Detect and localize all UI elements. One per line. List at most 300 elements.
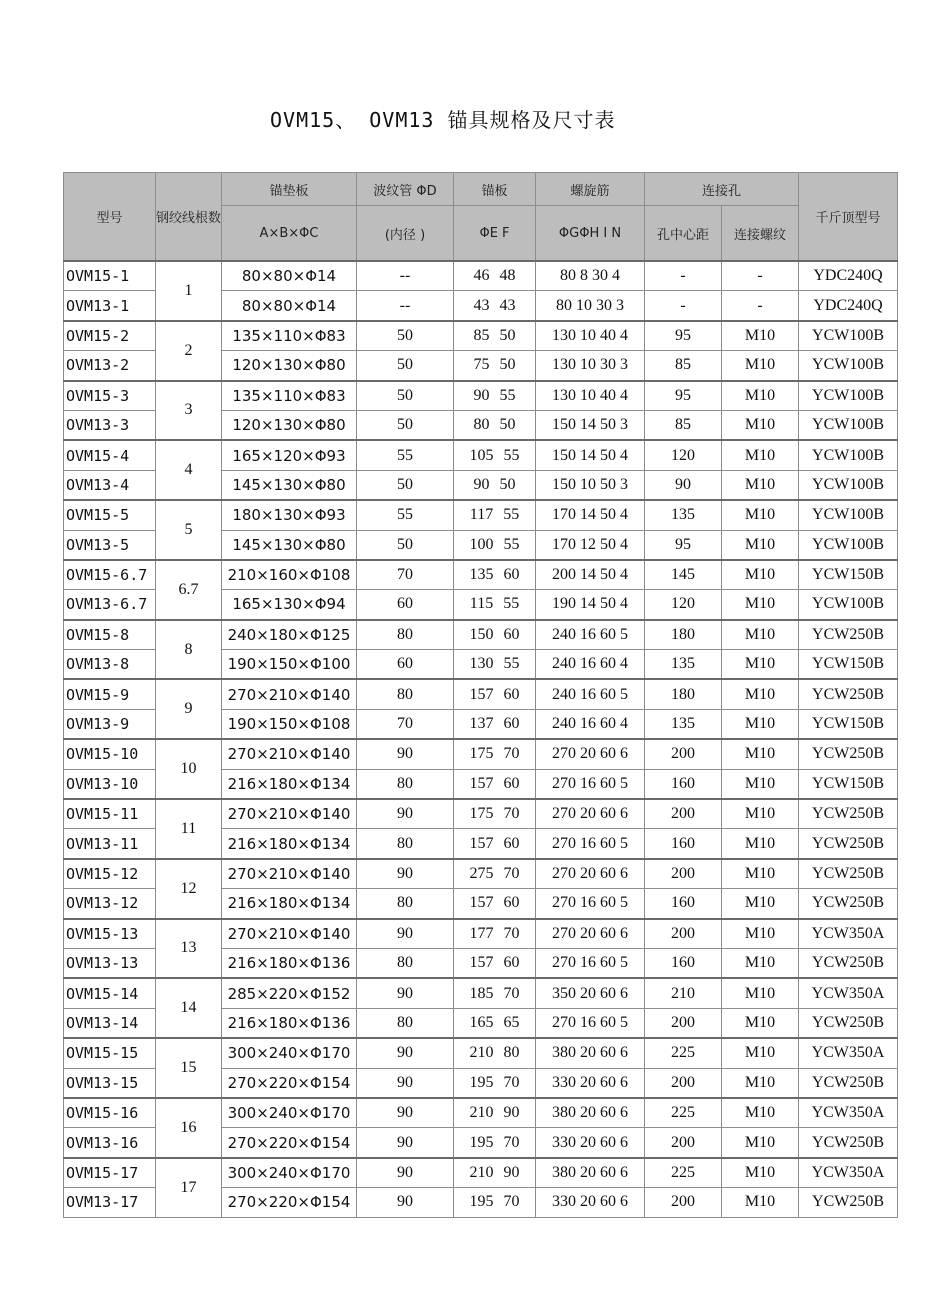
- plate-dims-cell: 165×120×Φ93: [222, 440, 357, 470]
- bolt-thread-cell: M10: [722, 410, 799, 440]
- anchor-ef-cell: 115 55: [454, 590, 536, 620]
- jack-model-cell: YCW250B: [799, 1128, 898, 1158]
- bolt-thread-cell: M10: [722, 1188, 799, 1217]
- bolt-distance-cell: 95: [645, 381, 722, 411]
- anchor-ef-cell: 80 50: [454, 410, 536, 440]
- jack-model-cell: YCW250B: [799, 799, 898, 829]
- strands-cell: 1: [156, 261, 222, 321]
- model-cell: OVM15-1: [64, 261, 156, 291]
- plate-dims-cell: 135×110×Φ83: [222, 381, 357, 411]
- bolt-distance-cell: -: [645, 291, 722, 321]
- anchor-ef-cell: 135 60: [454, 560, 536, 590]
- table-row: [64, 859, 898, 889]
- jack-model-cell: YCW100B: [799, 321, 898, 351]
- plate-dims-cell: 145×130×Φ80: [222, 470, 357, 500]
- plate-dims-cell: 216×180×Φ136: [222, 1008, 357, 1038]
- bolt-distance-cell: 200: [645, 1008, 722, 1038]
- spiral-cell: 170 12 50 4: [536, 530, 645, 560]
- jack-model-cell: YCW250B: [799, 1188, 898, 1217]
- model-cell: OVM15-4: [64, 440, 156, 470]
- spiral-cell: 380 20 60 6: [536, 1038, 645, 1068]
- anchor-ef-cell: 46 48: [454, 261, 536, 291]
- model-cell: OVM13-15: [64, 1068, 156, 1098]
- spiral-cell: 330 20 60 6: [536, 1128, 645, 1158]
- pipe-diameter-cell: 90: [357, 1188, 454, 1217]
- pipe-diameter-cell: 50: [357, 470, 454, 500]
- bolt-distance-cell: 200: [645, 919, 722, 949]
- bolt-thread-cell: M10: [722, 799, 799, 829]
- spiral-cell: 150 14 50 3: [536, 410, 645, 440]
- pipe-diameter-cell: 70: [357, 709, 454, 739]
- pipe-diameter-cell: 55: [357, 440, 454, 470]
- anchor-ef-cell: 100 55: [454, 530, 536, 560]
- strands-cell: 4: [156, 440, 222, 500]
- table-row: [64, 978, 898, 1008]
- plate-dims-cell: 80×80×Φ14: [222, 261, 357, 291]
- model-cell: OVM13-3: [64, 410, 156, 440]
- plate-dims-cell: 270×220×Φ154: [222, 1068, 357, 1098]
- table-row: [64, 679, 898, 709]
- anchor-ef-cell: 165 65: [454, 1008, 536, 1038]
- jack-model-cell: YCW150B: [799, 769, 898, 799]
- bolt-thread-cell: M10: [722, 650, 799, 680]
- bolt-distance-cell: 160: [645, 829, 722, 859]
- bolt-thread-cell: M10: [722, 500, 799, 530]
- strands-cell: 2: [156, 321, 222, 381]
- plate-dims-cell: 240×180×Φ125: [222, 620, 357, 650]
- plate-dims-cell: 190×150×Φ108: [222, 709, 357, 739]
- plate-dims-cell: 270×210×Φ140: [222, 739, 357, 769]
- strands-cell: 12: [156, 859, 222, 919]
- table-row: [64, 1098, 898, 1128]
- bolt-thread-cell: M10: [722, 739, 799, 769]
- pipe-diameter-cell: 50: [357, 321, 454, 351]
- bolt-distance-cell: 200: [645, 1188, 722, 1217]
- spiral-cell: 270 20 60 6: [536, 919, 645, 949]
- header-jack: 千斤顶型号: [799, 173, 898, 262]
- jack-model-cell: YCW150B: [799, 560, 898, 590]
- jack-model-cell: YCW100B: [799, 500, 898, 530]
- bolt-distance-cell: 200: [645, 799, 722, 829]
- bolt-thread-cell: M10: [722, 620, 799, 650]
- strands-cell: 16: [156, 1098, 222, 1158]
- bolt-thread-cell: M10: [722, 351, 799, 381]
- jack-model-cell: YCW350A: [799, 1098, 898, 1128]
- model-cell: OVM15-10: [64, 739, 156, 769]
- pipe-diameter-cell: 90: [357, 1158, 454, 1188]
- header-anchor-sub: ΦE F: [454, 206, 536, 262]
- bolt-distance-cell: 225: [645, 1038, 722, 1068]
- anchor-ef-cell: 195 70: [454, 1188, 536, 1217]
- pipe-diameter-cell: 90: [357, 859, 454, 889]
- anchor-ef-cell: 75 50: [454, 351, 536, 381]
- header-bolt: 连接孔: [645, 173, 799, 206]
- bolt-distance-cell: 135: [645, 709, 722, 739]
- model-cell: OVM15-2: [64, 321, 156, 351]
- pipe-diameter-cell: 50: [357, 381, 454, 411]
- anchor-ef-cell: 185 70: [454, 978, 536, 1008]
- model-cell: OVM15-6.7: [64, 560, 156, 590]
- pipe-diameter-cell: 80: [357, 769, 454, 799]
- spiral-cell: 380 20 60 6: [536, 1158, 645, 1188]
- bolt-distance-cell: 225: [645, 1098, 722, 1128]
- plate-dims-cell: 210×160×Φ108: [222, 560, 357, 590]
- jack-model-cell: YCW350A: [799, 919, 898, 949]
- plate-dims-cell: 180×130×Φ93: [222, 500, 357, 530]
- spiral-cell: 270 20 60 6: [536, 799, 645, 829]
- spiral-cell: 240 16 60 4: [536, 709, 645, 739]
- model-cell: OVM13-16: [64, 1128, 156, 1158]
- pipe-diameter-cell: 55: [357, 500, 454, 530]
- strands-cell: 8: [156, 620, 222, 680]
- plate-dims-cell: 300×240×Φ170: [222, 1038, 357, 1068]
- model-cell: OVM13-12: [64, 889, 156, 919]
- model-cell: OVM15-8: [64, 620, 156, 650]
- bolt-thread-cell: M10: [722, 530, 799, 560]
- jack-model-cell: YCW250B: [799, 859, 898, 889]
- pipe-diameter-cell: 90: [357, 1068, 454, 1098]
- jack-model-cell: YCW350A: [799, 1038, 898, 1068]
- anchor-ef-cell: 157 60: [454, 948, 536, 978]
- table-row: [64, 1038, 898, 1068]
- plate-dims-cell: 270×220×Φ154: [222, 1188, 357, 1217]
- spiral-cell: 380 20 60 6: [536, 1098, 645, 1128]
- bolt-thread-cell: M10: [722, 1128, 799, 1158]
- header-model: 型号: [64, 173, 156, 262]
- bolt-thread-cell: M10: [722, 1098, 799, 1128]
- bolt-distance-cell: 160: [645, 948, 722, 978]
- bolt-thread-cell: M10: [722, 948, 799, 978]
- bolt-distance-cell: 180: [645, 620, 722, 650]
- spiral-cell: 270 16 60 5: [536, 948, 645, 978]
- pipe-diameter-cell: --: [357, 291, 454, 321]
- anchor-ef-cell: 130 55: [454, 650, 536, 680]
- bolt-thread-cell: M10: [722, 1158, 799, 1188]
- strands-cell: 3: [156, 381, 222, 441]
- model-cell: OVM15-16: [64, 1098, 156, 1128]
- bolt-distance-cell: 95: [645, 530, 722, 560]
- anchor-ef-cell: 117 55: [454, 500, 536, 530]
- plate-dims-cell: 120×130×Φ80: [222, 410, 357, 440]
- table-body: [64, 261, 898, 1217]
- anchor-ef-cell: 137 60: [454, 709, 536, 739]
- table-row: [64, 739, 898, 769]
- pipe-diameter-cell: 80: [357, 948, 454, 978]
- header-plate: 锚垫板: [222, 173, 357, 206]
- anchor-ef-cell: 43 43: [454, 291, 536, 321]
- model-cell: OVM15-9: [64, 679, 156, 709]
- bolt-distance-cell: 160: [645, 889, 722, 919]
- anchor-ef-cell: 175 70: [454, 799, 536, 829]
- pipe-diameter-cell: 50: [357, 530, 454, 560]
- plate-dims-cell: 270×210×Φ140: [222, 679, 357, 709]
- jack-model-cell: YDC240Q: [799, 261, 898, 291]
- bolt-thread-cell: M10: [722, 889, 799, 919]
- plate-dims-cell: 300×240×Φ170: [222, 1158, 357, 1188]
- anchor-ef-cell: 157 60: [454, 679, 536, 709]
- spiral-cell: 130 10 30 3: [536, 351, 645, 381]
- model-cell: OVM13-4: [64, 470, 156, 500]
- model-cell: OVM15-5: [64, 500, 156, 530]
- pipe-diameter-cell: 90: [357, 919, 454, 949]
- bolt-distance-cell: 210: [645, 978, 722, 1008]
- bolt-thread-cell: M10: [722, 829, 799, 859]
- spiral-cell: 330 20 60 6: [536, 1188, 645, 1217]
- pipe-diameter-cell: 90: [357, 799, 454, 829]
- spiral-cell: 270 16 60 5: [536, 829, 645, 859]
- jack-model-cell: YCW250B: [799, 1008, 898, 1038]
- bolt-distance-cell: 200: [645, 1068, 722, 1098]
- pipe-diameter-cell: 80: [357, 679, 454, 709]
- table-row: [64, 1158, 898, 1188]
- spiral-cell: 80 8 30 4: [536, 261, 645, 291]
- spiral-cell: 150 10 50 3: [536, 470, 645, 500]
- bolt-thread-cell: M10: [722, 321, 799, 351]
- pipe-diameter-cell: 90: [357, 739, 454, 769]
- plate-dims-cell: 216×180×Φ134: [222, 829, 357, 859]
- anchor-ef-cell: 105 55: [454, 440, 536, 470]
- jack-model-cell: YCW250B: [799, 739, 898, 769]
- pipe-diameter-cell: 90: [357, 1038, 454, 1068]
- pipe-diameter-cell: 70: [357, 560, 454, 590]
- anchor-ef-cell: 210 90: [454, 1098, 536, 1128]
- pipe-diameter-cell: 80: [357, 889, 454, 919]
- jack-model-cell: YCW250B: [799, 620, 898, 650]
- strands-cell: 17: [156, 1158, 222, 1217]
- jack-model-cell: YCW100B: [799, 381, 898, 411]
- bolt-distance-cell: 200: [645, 739, 722, 769]
- table-row: [64, 620, 898, 650]
- pipe-diameter-cell: 50: [357, 410, 454, 440]
- spiral-cell: 130 10 40 4: [536, 381, 645, 411]
- bolt-distance-cell: 145: [645, 560, 722, 590]
- jack-model-cell: YCW100B: [799, 590, 898, 620]
- model-cell: OVM13-14: [64, 1008, 156, 1038]
- plate-dims-cell: 270×220×Φ154: [222, 1128, 357, 1158]
- plate-dims-cell: 300×240×Φ170: [222, 1098, 357, 1128]
- jack-model-cell: YCW100B: [799, 440, 898, 470]
- pipe-diameter-cell: --: [357, 261, 454, 291]
- plate-dims-cell: 165×130×Φ94: [222, 590, 357, 620]
- bolt-thread-cell: M10: [722, 381, 799, 411]
- bolt-distance-cell: 135: [645, 650, 722, 680]
- model-cell: OVM13-2: [64, 351, 156, 381]
- bolt-thread-cell: M10: [722, 709, 799, 739]
- page-title: OVM15、 OVM13 锚具规格及尺寸表: [270, 108, 616, 132]
- jack-model-cell: YCW150B: [799, 650, 898, 680]
- model-cell: OVM15-17: [64, 1158, 156, 1188]
- model-cell: OVM13-13: [64, 948, 156, 978]
- bolt-thread-cell: M10: [722, 859, 799, 889]
- bolt-thread-cell: M10: [722, 679, 799, 709]
- header-pipe: 波纹管 ΦD: [357, 173, 454, 206]
- pipe-diameter-cell: 80: [357, 829, 454, 859]
- spiral-cell: 80 10 30 3: [536, 291, 645, 321]
- pipe-diameter-cell: 80: [357, 620, 454, 650]
- spiral-cell: 350 20 60 6: [536, 978, 645, 1008]
- model-cell: OVM15-11: [64, 799, 156, 829]
- spiral-cell: 190 14 50 4: [536, 590, 645, 620]
- bolt-distance-cell: 160: [645, 769, 722, 799]
- strands-cell: 15: [156, 1038, 222, 1098]
- model-cell: OVM13-8: [64, 650, 156, 680]
- bolt-thread-cell: M10: [722, 1038, 799, 1068]
- model-cell: OVM13-5: [64, 530, 156, 560]
- pipe-diameter-cell: 90: [357, 1128, 454, 1158]
- bolt-thread-cell: M10: [722, 769, 799, 799]
- bolt-distance-cell: 90: [645, 470, 722, 500]
- bolt-thread-cell: -: [722, 261, 799, 291]
- header-pipe-sub: (内径 ): [357, 206, 454, 262]
- strands-cell: 11: [156, 799, 222, 859]
- plate-dims-cell: 270×210×Φ140: [222, 859, 357, 889]
- header-plate-sub: A×B×ΦC: [222, 206, 357, 262]
- strands-cell: 14: [156, 978, 222, 1038]
- strands-cell: 5: [156, 500, 222, 560]
- bolt-thread-cell: M10: [722, 1008, 799, 1038]
- header-bolt-thread: 连接螺纹: [722, 206, 799, 262]
- bolt-thread-cell: M10: [722, 919, 799, 949]
- anchor-ef-cell: 90 50: [454, 470, 536, 500]
- header-bolt-distance: 孔中心距: [645, 206, 722, 262]
- spiral-cell: 170 14 50 4: [536, 500, 645, 530]
- table-row: [64, 799, 898, 829]
- pipe-diameter-cell: 60: [357, 650, 454, 680]
- model-cell: OVM15-13: [64, 919, 156, 949]
- table-row: [64, 440, 898, 470]
- pipe-diameter-cell: 90: [357, 1098, 454, 1128]
- anchor-ef-cell: 85 50: [454, 321, 536, 351]
- plate-dims-cell: 270×210×Φ140: [222, 799, 357, 829]
- jack-model-cell: YCW100B: [799, 351, 898, 381]
- bolt-distance-cell: 200: [645, 859, 722, 889]
- spiral-cell: 240 16 60 4: [536, 650, 645, 680]
- jack-model-cell: YCW100B: [799, 410, 898, 440]
- anchor-ef-cell: 157 60: [454, 829, 536, 859]
- anchor-ef-cell: 157 60: [454, 769, 536, 799]
- table-row: [64, 381, 898, 411]
- plate-dims-cell: 216×180×Φ136: [222, 948, 357, 978]
- anchor-ef-cell: 275 70: [454, 859, 536, 889]
- spiral-cell: 240 16 60 5: [536, 620, 645, 650]
- bolt-thread-cell: M10: [722, 560, 799, 590]
- bolt-thread-cell: M10: [722, 440, 799, 470]
- model-cell: OVM15-12: [64, 859, 156, 889]
- bolt-thread-cell: M10: [722, 470, 799, 500]
- jack-model-cell: YDC240Q: [799, 291, 898, 321]
- model-cell: OVM13-11: [64, 829, 156, 859]
- spiral-cell: 240 16 60 5: [536, 679, 645, 709]
- model-cell: OVM13-1: [64, 291, 156, 321]
- bolt-distance-cell: 85: [645, 410, 722, 440]
- bolt-thread-cell: M10: [722, 590, 799, 620]
- jack-model-cell: YCW100B: [799, 470, 898, 500]
- bolt-distance-cell: 85: [645, 351, 722, 381]
- spiral-cell: 270 16 60 5: [536, 889, 645, 919]
- plate-dims-cell: 135×110×Φ83: [222, 321, 357, 351]
- anchor-ef-cell: 210 80: [454, 1038, 536, 1068]
- table-header: [64, 173, 898, 262]
- strands-cell: 6.7: [156, 560, 222, 620]
- plate-dims-cell: 216×180×Φ134: [222, 769, 357, 799]
- table-row: [64, 321, 898, 351]
- spiral-cell: 200 14 50 4: [536, 560, 645, 590]
- plate-dims-cell: 120×130×Φ80: [222, 351, 357, 381]
- pipe-diameter-cell: 50: [357, 351, 454, 381]
- anchor-ef-cell: 90 55: [454, 381, 536, 411]
- plate-dims-cell: 285×220×Φ152: [222, 978, 357, 1008]
- model-cell: OVM13-17: [64, 1188, 156, 1217]
- bolt-thread-cell: -: [722, 291, 799, 321]
- model-cell: OVM13-9: [64, 709, 156, 739]
- pipe-diameter-cell: 80: [357, 1008, 454, 1038]
- bolt-distance-cell: 180: [645, 679, 722, 709]
- header-anchor: 锚板: [454, 173, 536, 206]
- spiral-cell: 150 14 50 4: [536, 440, 645, 470]
- bolt-distance-cell: 120: [645, 440, 722, 470]
- bolt-thread-cell: M10: [722, 978, 799, 1008]
- model-cell: OVM15-15: [64, 1038, 156, 1068]
- spiral-cell: 330 20 60 6: [536, 1068, 645, 1098]
- jack-model-cell: YCW250B: [799, 889, 898, 919]
- table-row: [64, 919, 898, 949]
- bolt-thread-cell: M10: [722, 1068, 799, 1098]
- plate-dims-cell: 80×80×Φ14: [222, 291, 357, 321]
- pipe-diameter-cell: 90: [357, 978, 454, 1008]
- bolt-distance-cell: 95: [645, 321, 722, 351]
- anchor-ef-cell: 210 90: [454, 1158, 536, 1188]
- anchor-ef-cell: 195 70: [454, 1068, 536, 1098]
- jack-model-cell: YCW350A: [799, 978, 898, 1008]
- jack-model-cell: YCW350A: [799, 1158, 898, 1188]
- table-row: [64, 560, 898, 590]
- model-cell: OVM15-14: [64, 978, 156, 1008]
- spiral-cell: 270 20 60 6: [536, 859, 645, 889]
- model-cell: OVM13-6.7: [64, 590, 156, 620]
- jack-model-cell: YCW250B: [799, 679, 898, 709]
- spiral-cell: 270 16 60 5: [536, 769, 645, 799]
- jack-model-cell: YCW150B: [799, 709, 898, 739]
- bolt-distance-cell: 225: [645, 1158, 722, 1188]
- spiral-cell: 270 16 60 5: [536, 1008, 645, 1038]
- bolt-distance-cell: 120: [645, 590, 722, 620]
- header-spiral-sub: ΦGΦH I N: [536, 206, 645, 262]
- spiral-cell: 270 20 60 6: [536, 739, 645, 769]
- jack-model-cell: YCW250B: [799, 948, 898, 978]
- anchor-ef-cell: 195 70: [454, 1128, 536, 1158]
- jack-model-cell: YCW100B: [799, 530, 898, 560]
- header-strands: 钢绞线根数: [156, 173, 222, 262]
- jack-model-cell: YCW250B: [799, 1068, 898, 1098]
- strands-cell: 13: [156, 919, 222, 979]
- spiral-cell: 130 10 40 4: [536, 321, 645, 351]
- jack-model-cell: YCW250B: [799, 829, 898, 859]
- plate-dims-cell: 190×150×Φ100: [222, 650, 357, 680]
- bolt-distance-cell: -: [645, 261, 722, 291]
- table-row: [64, 261, 898, 291]
- model-cell: OVM15-3: [64, 381, 156, 411]
- anchor-ef-cell: 175 70: [454, 739, 536, 769]
- table-row: [64, 500, 898, 530]
- pipe-diameter-cell: 60: [357, 590, 454, 620]
- plate-dims-cell: 216×180×Φ134: [222, 889, 357, 919]
- spec-table: [63, 172, 898, 1218]
- strands-cell: 9: [156, 679, 222, 739]
- anchor-ef-cell: 157 60: [454, 889, 536, 919]
- anchor-ef-cell: 177 70: [454, 919, 536, 949]
- plate-dims-cell: 145×130×Φ80: [222, 530, 357, 560]
- anchor-ef-cell: 150 60: [454, 620, 536, 650]
